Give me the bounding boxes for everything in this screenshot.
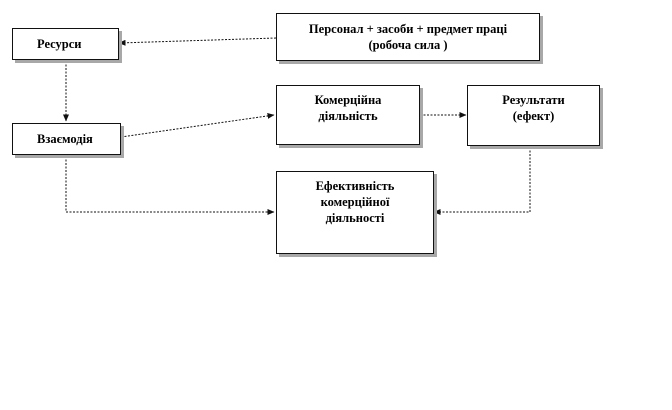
node-interaction-label: Взаємодія bbox=[37, 132, 93, 146]
node-labor-label: Персонал + засоби + предмет праці (робоча сила ) bbox=[308, 22, 508, 52]
node-results bbox=[467, 85, 600, 146]
edge-interaction-to-efficiency bbox=[66, 156, 274, 212]
node-interaction bbox=[12, 123, 121, 155]
node-efficiency-label: Ефективність комерційної діяльності bbox=[315, 179, 395, 225]
node-resources bbox=[12, 28, 119, 60]
edge-results-to-efficiency bbox=[434, 147, 530, 212]
edge-interaction-to-commercial bbox=[121, 115, 274, 137]
node-commercial-label: Комерційна діяльність bbox=[314, 93, 382, 123]
node-labor bbox=[276, 13, 540, 61]
node-resources-label: Ресурси bbox=[37, 37, 82, 51]
node-efficiency bbox=[276, 171, 434, 254]
edge-labor-to-resources bbox=[119, 38, 276, 43]
node-commercial bbox=[276, 85, 420, 145]
node-results-label: Результати (ефект) bbox=[502, 93, 565, 123]
